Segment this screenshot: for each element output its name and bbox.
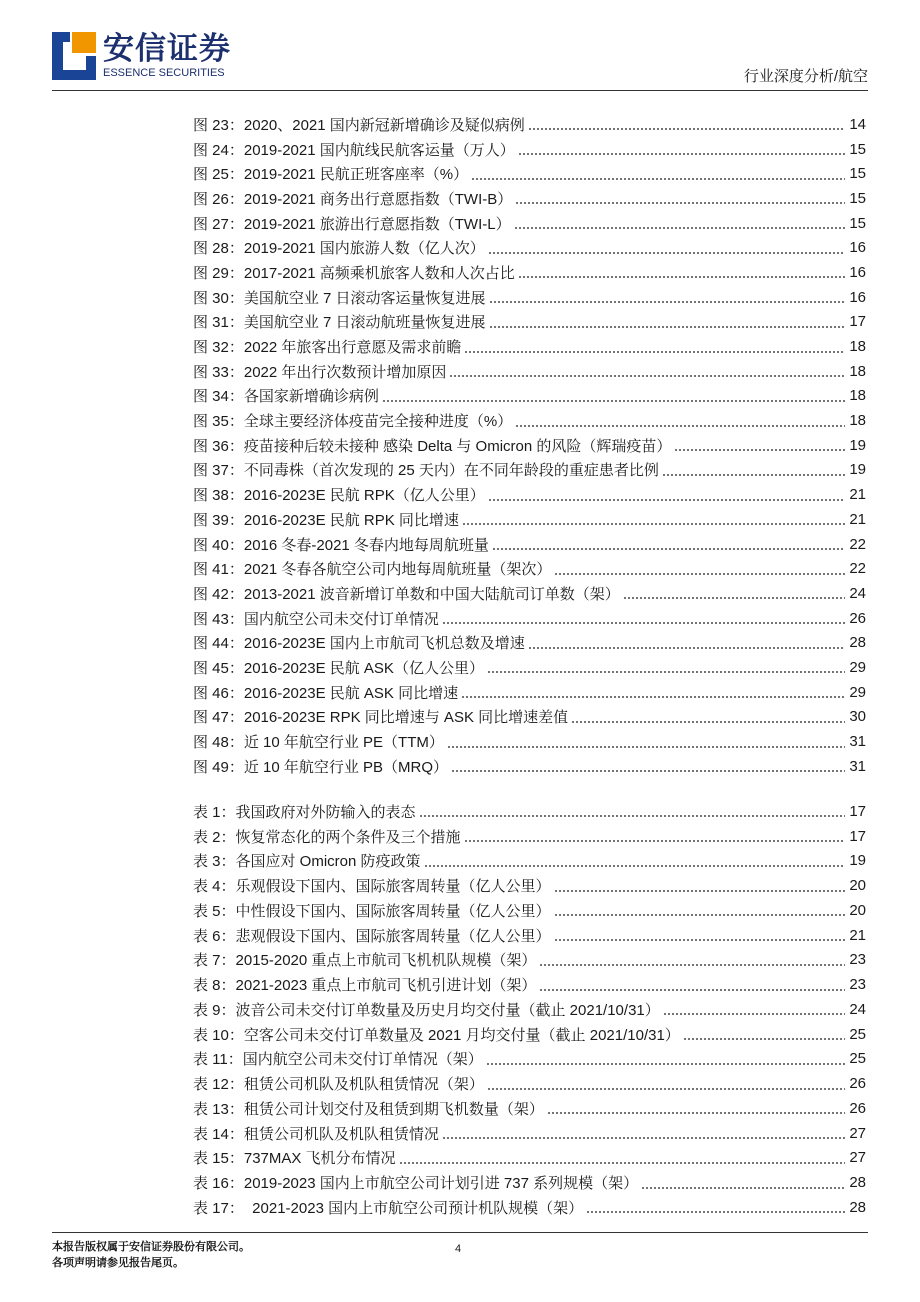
- dot-leader: [451, 770, 845, 772]
- footer-copyright: 本报告版权属于安信证券股份有限公司。: [52, 1241, 250, 1253]
- figure-entry[interactable]: [193, 235, 866, 260]
- table-entry[interactable]: [193, 972, 866, 997]
- figure-entry[interactable]: [193, 630, 866, 655]
- figure-entry-title: 图 37：不同毒株（首次发现的 25 天内）在不同年龄段的重症患者比例: [193, 462, 659, 480]
- table-entry-page-number: 20: [849, 877, 866, 895]
- figure-entry[interactable]: [193, 384, 866, 409]
- table-entry[interactable]: [193, 1022, 866, 1047]
- table-entry-page-number: 17: [849, 802, 866, 820]
- table-entry-title: 表 12：租赁公司机队及机队租赁情况（架）: [193, 1076, 484, 1094]
- figure-entry-title: 图 35：全球主要经济体疫苗完全接种进度（%）: [193, 413, 513, 431]
- figure-entry-title: 图 38：2016-2023E 民航 RPK（亿人公里）: [193, 487, 485, 505]
- table-entry-page-number: 25: [849, 1025, 866, 1043]
- dot-leader: [683, 1038, 846, 1040]
- figure-entry-page-number: 21: [849, 486, 866, 504]
- dot-leader: [514, 227, 846, 229]
- table-entry-title: 表 2：恢复常态化的两个条件及三个措施: [193, 828, 461, 846]
- page-number: 4: [455, 1243, 462, 1255]
- table-entry-page-number: 26: [849, 1099, 866, 1117]
- figure-entry-page-number: 31: [849, 733, 866, 751]
- table-entry-page-number: 23: [849, 976, 866, 994]
- table-entry[interactable]: [193, 1170, 866, 1195]
- dot-leader: [518, 153, 846, 155]
- brand-name-cn: 安信证券: [103, 31, 231, 66]
- table-entry-title: 表 6：悲观假设下国内、国际旅客周转量（亿人公里）: [193, 927, 551, 945]
- figure-entry-title: 图 39：2016-2023E 民航 RPK 同比增速: [193, 511, 459, 529]
- dot-leader: [641, 1187, 845, 1189]
- table-entry-title: 表 15：737MAX 飞机分布情况: [193, 1150, 396, 1168]
- figure-entry-page-number: 16: [849, 288, 866, 306]
- figure-entry[interactable]: [193, 655, 866, 680]
- logo-orange-block: [72, 32, 96, 53]
- table-entry-title: 表 4：乐观假设下国内、国际旅客周转量（亿人公里）: [193, 878, 551, 896]
- figure-entry-title: 图 29：2017-2021 高频乘机旅客人数和人次占比: [193, 264, 515, 282]
- table-entry-title: 表 5：中性假设下国内、国际旅客周转量（亿人公里）: [193, 902, 551, 920]
- figure-entry-page-number: 15: [849, 214, 866, 232]
- footer-notice: 各项声明请参见报告尾页。: [52, 1257, 184, 1269]
- figure-entry[interactable]: [193, 680, 866, 705]
- figure-entry-page-number: 19: [849, 436, 866, 454]
- figure-entry-title: 图 43：国内航空公司未交付订单情况: [193, 610, 439, 628]
- table-list: [193, 799, 866, 1220]
- figure-entry[interactable]: [193, 433, 866, 458]
- dot-leader: [419, 815, 846, 817]
- figure-entry-page-number: 18: [849, 338, 866, 356]
- table-entry[interactable]: [193, 997, 866, 1022]
- dot-leader: [528, 647, 846, 649]
- dot-leader: [488, 499, 846, 501]
- table-entry-page-number: 17: [849, 827, 866, 845]
- table-entry-page-number: 20: [849, 901, 866, 919]
- figure-entry-page-number: 14: [849, 115, 866, 133]
- table-entry-page-number: 21: [849, 926, 866, 944]
- dot-leader: [488, 252, 846, 254]
- dot-leader: [554, 573, 845, 575]
- figure-entry-page-number: 30: [849, 708, 866, 726]
- dot-leader: [449, 375, 845, 377]
- figure-entry-page-number: 18: [849, 387, 866, 405]
- footer-divider: [52, 1232, 868, 1233]
- figure-entry[interactable]: [193, 581, 866, 606]
- table-entry-title: 表 16：2019-2023 国内上市航空公司计划引进 737 系列规模（架）: [193, 1175, 639, 1193]
- table-entry-page-number: 28: [849, 1198, 866, 1216]
- figure-entry[interactable]: [193, 507, 866, 532]
- table-entry[interactable]: [193, 898, 866, 923]
- table-entry[interactable]: [193, 1071, 866, 1096]
- table-entry[interactable]: [193, 799, 866, 824]
- dot-leader: [539, 989, 845, 991]
- dot-leader: [623, 597, 846, 599]
- figure-entry-page-number: 16: [849, 239, 866, 257]
- figure-entry-title: 图 32：2022 年旅客出行意愿及需求前瞻: [193, 339, 462, 357]
- dot-leader: [539, 964, 845, 966]
- figure-entry[interactable]: [193, 211, 866, 236]
- table-entry-title: 表 9：波音公司未交付订单数量及历史月均交付量（截止 2021/10/31）: [193, 1001, 660, 1019]
- dot-leader: [399, 1162, 846, 1164]
- figure-entry[interactable]: [193, 260, 866, 285]
- table-entry-title: 表 7：2015-2020 重点上市航司飞机机队规模（架）: [193, 952, 537, 970]
- dot-leader: [424, 865, 846, 867]
- table-entry-page-number: 27: [849, 1149, 866, 1167]
- table-entry[interactable]: [193, 873, 866, 898]
- table-entry-page-number: 24: [849, 1000, 866, 1018]
- figure-entry-page-number: 19: [849, 461, 866, 479]
- dot-leader: [461, 696, 845, 698]
- table-entry[interactable]: [193, 923, 866, 948]
- table-entry-title: 表 13：租赁公司计划交付及租赁到期飞机数量（架）: [193, 1100, 544, 1118]
- logo-blue-right-bar: [86, 56, 96, 80]
- dot-leader: [382, 400, 845, 402]
- figure-entry-title: 图 31：美国航空业 7 日滚动航班量恢复进展: [193, 314, 486, 332]
- header-divider: [52, 90, 868, 91]
- figure-entry-title: 图 42：2013-2021 波音新增订单数和中国大陆航司订单数（架）: [193, 585, 620, 603]
- logo-blue-top-bar: [52, 32, 70, 42]
- figure-entry-title: 图 45：2016-2023E 民航 ASK（亿人公里）: [193, 659, 484, 677]
- figure-entry-title: 图 25：2019-2021 民航正班客座率（%）: [193, 166, 469, 184]
- dot-leader: [554, 914, 846, 916]
- figure-entry-page-number: 18: [849, 412, 866, 430]
- table-entry[interactable]: [193, 849, 866, 874]
- dot-leader: [489, 301, 846, 303]
- dot-leader: [528, 128, 846, 130]
- figure-entry-title: 图 28：2019-2021 国内旅游人数（亿人次）: [193, 240, 485, 258]
- dot-leader: [674, 449, 845, 451]
- dot-leader: [662, 474, 845, 476]
- figure-entry[interactable]: [193, 285, 866, 310]
- figure-entry[interactable]: [193, 408, 866, 433]
- figure-entry[interactable]: [193, 729, 866, 754]
- figure-entry-page-number: 15: [849, 189, 866, 207]
- brand-name-en: ESSENCE SECURITIES: [103, 67, 225, 79]
- figure-entry-title: 图 30：美国航空业 7 日滚动客运量恢复进展: [193, 289, 486, 307]
- dot-leader: [547, 1112, 845, 1114]
- dot-leader: [515, 202, 845, 204]
- figure-entry[interactable]: [193, 482, 866, 507]
- figure-entry-title: 图 41：2021 冬春各航空公司内地每周航班量（架次）: [193, 561, 552, 579]
- figure-entry-title: 图 27：2019-2021 旅游出行意愿指数（TWI-L）: [193, 215, 511, 233]
- table-entry-page-number: 26: [849, 1075, 866, 1093]
- figure-entry[interactable]: [193, 458, 866, 483]
- report-category: 行业深度分析/航空: [743, 68, 868, 85]
- table-entry[interactable]: [193, 948, 866, 973]
- figure-entry[interactable]: [193, 112, 866, 137]
- dot-leader: [464, 840, 846, 842]
- figure-entry-page-number: 26: [849, 609, 866, 627]
- figure-entry[interactable]: [193, 310, 866, 335]
- figure-entry-title: 图 24：2019-2021 国内航线民航客运量（万人）: [193, 141, 515, 159]
- figure-entry-page-number: 22: [849, 535, 866, 553]
- dot-leader: [663, 1013, 846, 1015]
- figure-entry-page-number: 29: [849, 683, 866, 701]
- dot-leader: [464, 351, 845, 353]
- dot-leader: [462, 523, 845, 525]
- dot-leader: [518, 276, 846, 278]
- figure-entry-page-number: 15: [849, 140, 866, 158]
- dot-leader: [487, 671, 845, 673]
- figure-entry[interactable]: [193, 532, 866, 557]
- figure-entry[interactable]: [193, 334, 866, 359]
- table-entry-title: 表 17： 2021-2023 国内上市航空公司预计机队规模（架）: [193, 1199, 584, 1217]
- figure-list: [193, 112, 866, 779]
- table-entry[interactable]: [193, 1121, 866, 1146]
- figure-entry-page-number: 21: [849, 510, 866, 528]
- figure-entry-page-number: 22: [849, 560, 866, 578]
- table-entry[interactable]: [193, 1096, 866, 1121]
- dot-leader: [571, 721, 845, 723]
- figure-entry-title: 图 44：2016-2023E 国内上市航司飞机总数及增速: [193, 635, 525, 653]
- table-entry[interactable]: [193, 1146, 866, 1171]
- figure-entry[interactable]: [193, 556, 866, 581]
- figure-entry-title: 图 49：近 10 年航空行业 PB（MRQ）: [193, 758, 449, 776]
- table-entry-title: 表 8：2021-2023 重点上市航司飞机引进计划（架）: [193, 977, 537, 995]
- figure-entry[interactable]: [193, 754, 866, 779]
- dot-leader: [586, 1211, 845, 1213]
- figure-entry-title: 图 46：2016-2023E 民航 ASK 同比增速: [193, 684, 459, 702]
- table-entry[interactable]: [193, 1195, 866, 1220]
- dot-leader: [447, 746, 845, 748]
- dot-leader: [515, 425, 845, 427]
- table-entry-title: 表 11：国内航空公司未交付订单情况（架）: [193, 1051, 483, 1069]
- table-entry[interactable]: [193, 824, 866, 849]
- figure-entry-title: 图 48：近 10 年航空行业 PE（TTM）: [193, 734, 444, 752]
- figure-entry-page-number: 24: [849, 584, 866, 602]
- table-entry-title: 表 3：各国应对 Omicron 防疫政策: [193, 853, 421, 871]
- figure-entry-page-number: 16: [849, 263, 866, 281]
- figure-entry-page-number: 15: [849, 165, 866, 183]
- table-entry-title: 表 1：我国政府对外防输入的表态: [193, 803, 416, 821]
- table-entry[interactable]: [193, 1047, 866, 1072]
- figure-entry[interactable]: [193, 606, 866, 631]
- figure-entry-title: 图 34：各国家新增确诊病例: [193, 388, 379, 406]
- table-entry-title: 表 10：空客公司未交付订单数量及 2021 月均交付量（截止 2021/10/31）: [193, 1026, 680, 1044]
- table-entry-page-number: 19: [849, 852, 866, 870]
- figure-entry-title: 图 36：疫苗接种后较未接种 感染 Delta 与 Omicron 的风险（辉瑞疫苗）: [193, 437, 672, 455]
- dot-leader: [442, 622, 845, 624]
- figure-entry-title: 图 26：2019-2021 商务出行意愿指数（TWI-B）: [193, 190, 513, 208]
- table-entry-page-number: 28: [849, 1174, 866, 1192]
- dot-leader: [471, 178, 845, 180]
- figure-entry[interactable]: [193, 137, 866, 162]
- figure-entry[interactable]: [193, 705, 866, 730]
- figure-entry[interactable]: [193, 359, 866, 384]
- dot-leader: [554, 890, 846, 892]
- figure-entry-page-number: 18: [849, 362, 866, 380]
- table-entry-title: 表 14：租赁公司机队及机队租赁情况: [193, 1125, 439, 1143]
- figure-entry-page-number: 28: [849, 634, 866, 652]
- brand-logo-icon: [52, 32, 96, 80]
- figure-entry-page-number: 29: [849, 658, 866, 676]
- figure-entry-title: 图 47：2016-2023E RPK 同比增速与 ASK 同比增速差值: [193, 709, 569, 727]
- table-entry-page-number: 27: [849, 1124, 866, 1142]
- dot-leader: [489, 326, 846, 328]
- dot-leader: [486, 1063, 846, 1065]
- dot-leader: [554, 939, 846, 941]
- dot-leader: [442, 1137, 845, 1139]
- figure-entry-page-number: 17: [849, 313, 866, 331]
- dot-leader: [492, 548, 845, 550]
- figure-entry-title: 图 33：2022 年出行次数预计增加原因: [193, 363, 447, 381]
- table-entry-page-number: 23: [849, 951, 866, 969]
- figure-entry[interactable]: [193, 161, 866, 186]
- figure-entry-title: 图 40：2016 冬春-2021 冬春内地每周航班量: [193, 536, 489, 554]
- dot-leader: [487, 1088, 845, 1090]
- figure-entry-title: 图 23：2020、2021 国内新冠新增确诊及疑似病例: [193, 116, 525, 134]
- figure-entry-page-number: 31: [849, 757, 866, 775]
- table-entry-page-number: 25: [849, 1050, 866, 1068]
- figure-entry[interactable]: [193, 186, 866, 211]
